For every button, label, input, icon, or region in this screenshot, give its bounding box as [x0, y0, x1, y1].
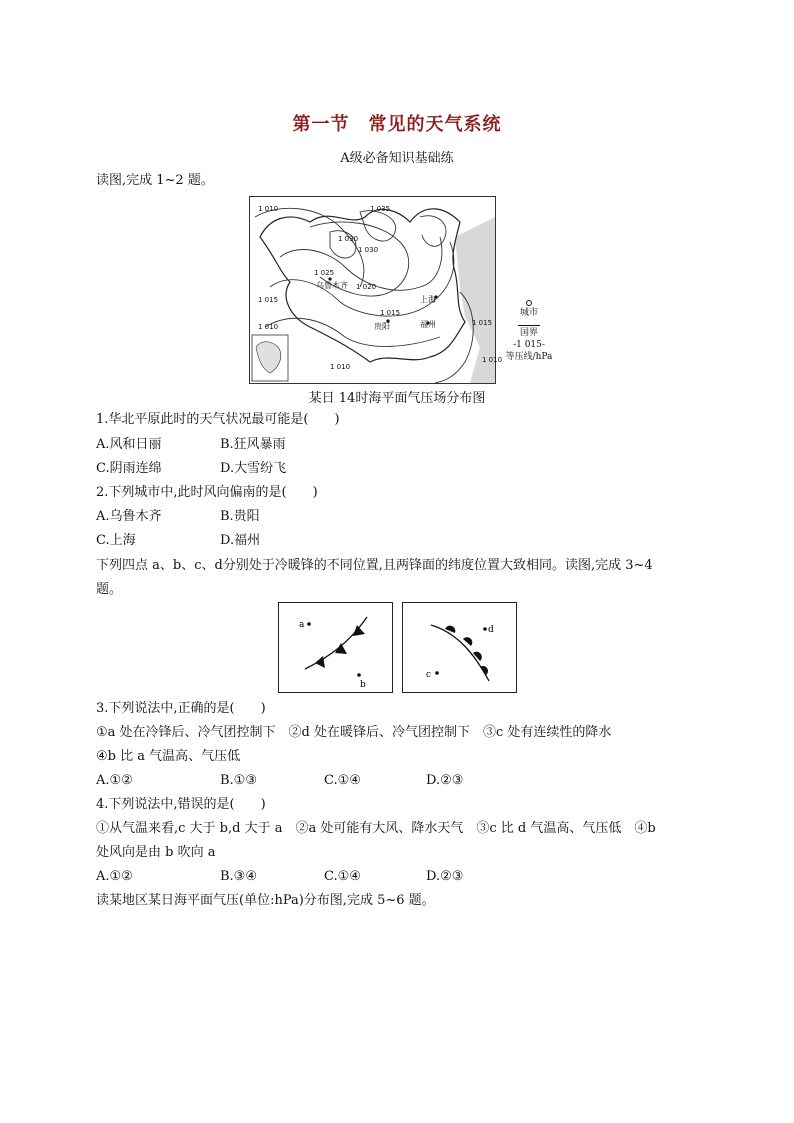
q4-option-b: B.③④: [220, 869, 257, 884]
point-b: b: [360, 680, 366, 690]
isobar-label: 1 010: [330, 363, 351, 371]
intro-q3-4-line1: 下列四点 a、b、c、d分别处于冷暖锋的不同位置,且两锋面的纬度位置大致相同。读图,完成 3~4: [96, 558, 653, 573]
q4-option-a: A.①②: [96, 869, 133, 884]
isobar-label: 1 035: [370, 205, 391, 213]
point-c: c: [426, 670, 432, 680]
isobar-label: 1 010: [258, 205, 279, 213]
border-line-icon: [518, 321, 540, 326]
city-dot-icon: [526, 300, 532, 306]
warm-front-diagram: [402, 602, 517, 693]
q2-option-d: D.福州: [220, 533, 261, 548]
isobar-label: 1 010: [482, 356, 503, 364]
question-4-stem: 4.下列说法中,错误的是( ): [96, 797, 266, 812]
q2-option-c: C.上海: [96, 533, 136, 548]
q1-option-b: B.狂风暴雨: [220, 437, 286, 452]
pressure-map: [249, 196, 503, 384]
warm-front-drawing: [403, 603, 516, 692]
city-shanghai: 上海: [420, 295, 436, 304]
isobar-label: 1 030: [338, 235, 359, 243]
q3-option-b: B.①③: [220, 773, 257, 788]
point-d: d: [488, 625, 494, 635]
map-legend: [504, 300, 554, 363]
legend-isobar-value: -1 015-: [513, 340, 545, 350]
question-3-stem: 3.下列说法中,正确的是( ): [96, 701, 266, 716]
city-guiyang: 贵阳: [374, 322, 390, 331]
legend-isobar: 等压线/hPa: [505, 352, 553, 362]
isobar-label: 1 025: [314, 269, 335, 277]
q3-option-c: C.①④: [324, 773, 361, 788]
q4-statements-2: 处风向是由 b 吹向 a: [96, 845, 216, 860]
isobar-label: 1 015: [472, 319, 493, 327]
page-title: 第一节 常见的天气系统: [292, 114, 502, 135]
cold-front-diagram: [278, 602, 393, 693]
city-fuzhou: 福州: [420, 320, 436, 329]
q3-option-a: A.①②: [96, 773, 133, 788]
intro-q1-2: 读图,完成 1~2 题。: [96, 173, 214, 188]
q1-option-c: C.阴雨连绵: [96, 461, 162, 476]
question-2-stem: 2.下列城市中,此时风向偏南的是( ): [96, 485, 318, 500]
q4-option-d: D.②③: [426, 869, 464, 884]
isobar-label: 1 030: [358, 246, 379, 254]
q3-statements-2: ④b 比 a 气温高、气压低: [96, 749, 241, 764]
cold-front-drawing: [279, 603, 392, 692]
q4-statements-1: ①从气温来看,c 大于 b,d 大于 a ②a 处可能有大风、降水天气 ③c 比 d 气温高、气压低 ④b: [96, 821, 656, 836]
intro-q3-4-line2: 题。: [96, 582, 123, 597]
q2-option-a: A.乌鲁木齐: [96, 509, 162, 524]
section-subtitle: A级必备知识基础练: [340, 151, 454, 166]
isobar-label: 1 015: [258, 296, 279, 304]
isobar-label: 1 010: [258, 323, 279, 331]
map-caption: 某日 14时海平面气压场分布图: [308, 391, 486, 406]
legend-border: 国界: [519, 328, 538, 338]
q3-option-d: D.②③: [426, 773, 464, 788]
point-a: a: [299, 620, 305, 630]
city-urumqi: 乌鲁木齐: [316, 281, 348, 290]
pressure-map-drawing: [250, 197, 503, 383]
q3-statements-1: ①a 处在冷锋后、冷气团控制下 ②d 处在暖锋后、冷气团控制下 ③c 处有连续性的降水: [96, 725, 612, 740]
isobar-label: 1 015: [380, 309, 401, 317]
legend-city: 城市: [519, 308, 538, 318]
q1-option-d: D.大雪纷飞: [220, 461, 287, 476]
isobar-label: 1 020: [356, 283, 377, 291]
q4-option-c: C.①④: [324, 869, 361, 884]
question-1-stem: 1.华北平原此时的天气状况最可能是( ): [96, 412, 340, 427]
intro-q5-6: 读某地区某日海平面气压(单位:hPa)分布图,完成 5~6 题。: [96, 893, 435, 908]
q1-option-a: A.风和日丽: [96, 437, 162, 452]
q2-option-b: B.贵阳: [220, 509, 260, 524]
